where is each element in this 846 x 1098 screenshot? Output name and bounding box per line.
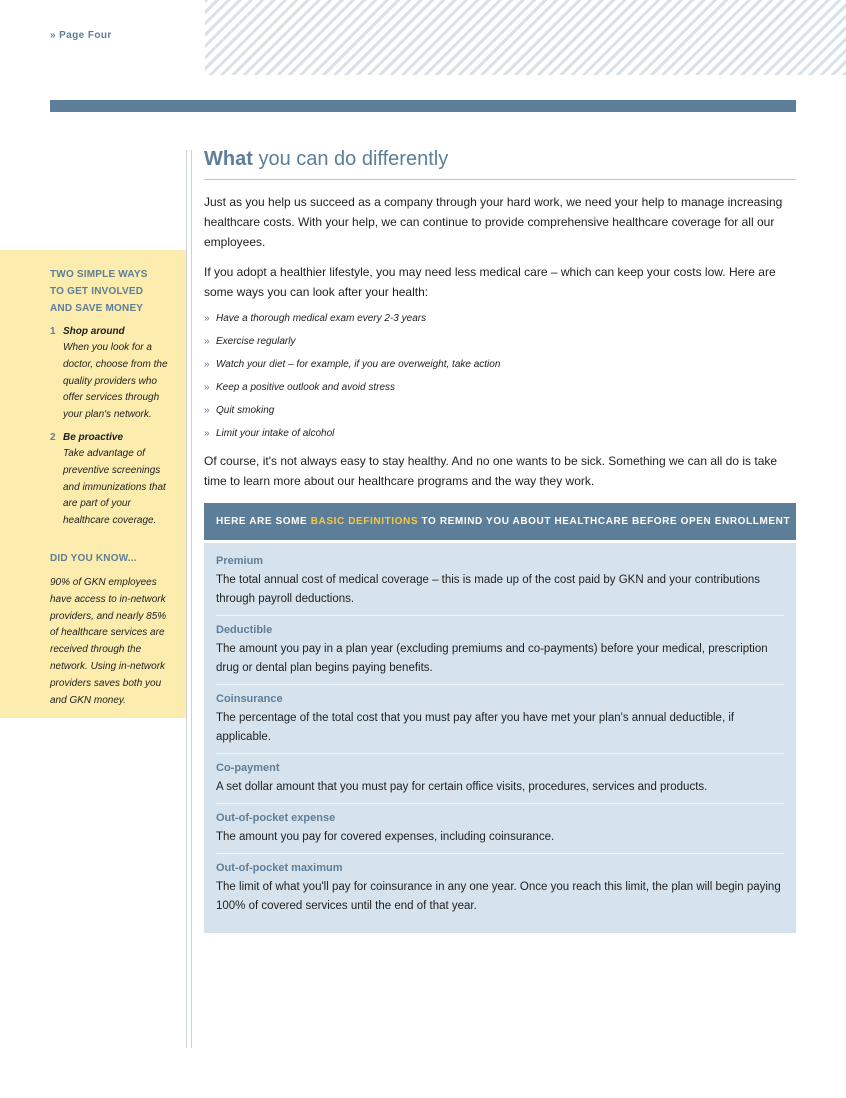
definition-term: Out-of-pocket maximum [216,862,343,874]
list-item [204,422,796,445]
definition-text: A set dollar amount that you must pay for certain office visits, procedures, services and products. [216,781,708,793]
list-item [204,353,796,376]
definition-item [216,804,784,854]
list-item [204,376,796,399]
health-tip-text: Limit your intake of alcohol [216,428,335,439]
definition-item [216,616,784,685]
health-tip-text: Quit smoking [216,405,275,416]
sidebar-tip-text: Take advantage of preventive screenings and immunizations that are part of your healthcare coverage. [63,447,166,527]
sidebar-tips-list [50,323,176,530]
sidebar-tip-number: 2 [50,431,56,443]
bullet-marker: » [204,313,210,324]
health-tip-text: Watch your diet – for example, if you are overweight, take action [216,359,501,370]
sidebar-tip-title: Shop around [63,326,125,337]
main-content [204,145,796,933]
column-divider [191,150,192,1048]
definition-item [216,547,784,616]
definition-term: Co-payment [216,762,280,774]
sidebar-callout [0,250,186,718]
column-divider [186,150,187,1048]
definition-term: Deductible [216,624,273,636]
sidebar-tip-text: When you look for a doctor, choose from the quality providers who offer services through your plan's network. [63,342,168,421]
sidebar-heading-line: AND SAVE MONEY [50,303,144,314]
bullet-marker: » [204,405,210,416]
definition-item [216,754,784,804]
bullet-marker: » [204,359,210,370]
list-item [204,307,796,330]
definitions-header-highlight: BASIC DEFINITIONS [310,516,419,527]
closing-paragraph: Of course, it's not always easy to stay healthy. And no one wants to be sick. Something we can all do is take time to learn more about our healthcare programs and the way they work. [204,454,778,488]
health-tip-text: Have a thorough medical exam every 2-3 years [216,313,427,324]
intro-paragraph: If you adopt a healthier lifestyle, you may need less medical care – which can keep your costs low. Here are some ways you can look after your health: [204,265,776,299]
sidebar-tip [50,429,176,530]
definition-term: Premium [216,555,264,567]
definition-term: Coinsurance [216,693,283,705]
sidebar-tip [50,323,176,424]
definition-text: The total annual cost of medical coverage – this is made up of the cost paid by GKN and your contributions through payroll deductions. [216,574,760,605]
health-tip-text: Exercise regularly [216,336,296,347]
page-title-bold: What [204,148,253,170]
page-title-rest: you can do differently [252,148,449,170]
definition-text: The amount you pay in a plan year (excluding premiums and co-payments) before your medical, prescription drug or dental plan begins paying benefits. [216,643,768,674]
sidebar-heading-line: TWO SIMPLE WAYS [50,269,148,280]
sidebar-tip-title: Be proactive [63,431,124,443]
list-item [204,330,796,353]
definition-text: The limit of what you'll pay for coinsurance in any one year. Once you reach this limit, the plan will begin paying 100% of covered services until the end of that year. [216,881,781,912]
intro-paragraph: Just as you help us succeed as a company through your hard work, we need your help to manage increasing healthcare costs. With your help, we can continue to provide comprehensive healthcare coverage for all our employees. [204,195,783,249]
health-tip-text: Keep a positive outlook and avoid stress [216,382,395,393]
definition-item [216,854,784,922]
list-item [204,399,796,422]
header-bar [50,100,796,112]
definitions-header-before: HERE ARE SOME [216,516,311,527]
definitions-box [204,543,796,933]
did-you-know-fact: 90% of GKN employees have access to in-network providers, and nearly 85% of healthcare services are received through the network. Using in-network providers saves both you and GKN money. [50,576,167,706]
definition-text: The percentage of the total cost that you must pay after you have met your plan's annual deductible, if applicable. [216,712,735,743]
definition-term: Out-of-pocket expense [216,812,336,824]
page-label: » Page Four [50,30,112,41]
definition-item [216,685,784,754]
definition-text: The amount you pay for covered expenses, including coinsurance. [216,831,555,843]
bullet-marker: » [204,428,210,439]
health-tips-list [204,307,796,445]
definitions-header-after: TO REMIND YOU ABOUT HEALTHCARE BEFORE OPEN ENROLLMENT [418,516,791,527]
sidebar-heading [50,266,176,317]
sidebar-heading-line: TO GET INVOLVED [50,286,144,297]
bullet-marker: » [204,382,210,393]
decorative-stripes [205,0,846,75]
page-title [204,145,796,180]
sidebar-tip-number: 1 [50,326,56,337]
bullet-marker: » [204,336,210,347]
definitions-header [204,503,796,540]
did-you-know-heading: DID YOU KNOW... [50,552,137,564]
